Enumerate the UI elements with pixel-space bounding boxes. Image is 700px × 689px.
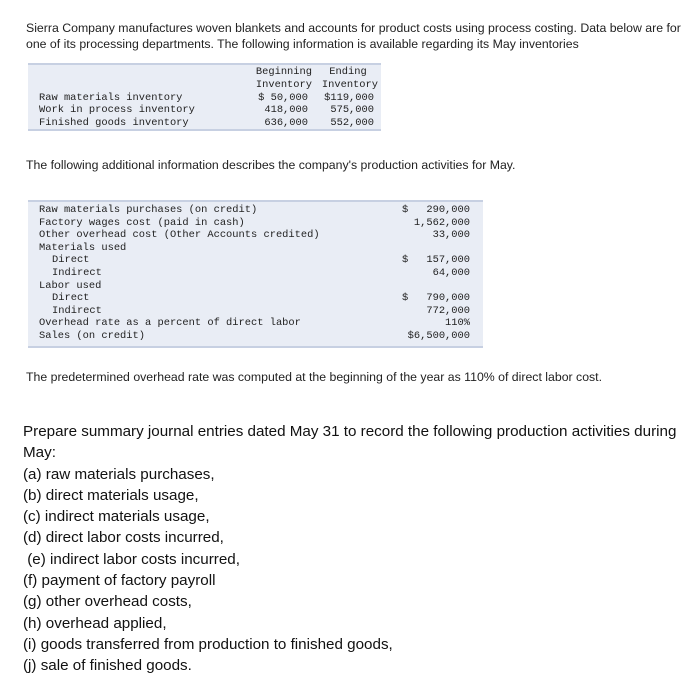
instruction-item: (d) direct labor costs incurred, bbox=[23, 529, 224, 547]
production-row-label: Indirect bbox=[52, 304, 102, 317]
inventory-row-label: Finished goods inventory bbox=[39, 116, 189, 129]
header-beginning-line2: Inventory bbox=[255, 78, 312, 91]
inventory-table bbox=[28, 63, 381, 131]
header-ending-line1: Ending bbox=[329, 66, 367, 78]
inventory-row-beginning: 636,000 bbox=[264, 116, 308, 129]
inventory-row-ending: 552,000 bbox=[330, 116, 374, 129]
production-row bbox=[28, 229, 483, 242]
instruction-item: (g) other overhead costs, bbox=[23, 593, 192, 611]
additional-info-paragraph: The following additional information describes the company's production activities for May. bbox=[26, 158, 516, 172]
production-row-value: 157,000 bbox=[426, 254, 470, 267]
instruction-item: (h) overhead applied, bbox=[23, 614, 167, 632]
production-row bbox=[28, 267, 483, 280]
production-row bbox=[28, 305, 483, 318]
instructions bbox=[23, 421, 683, 677]
instruction-item: (a) raw materials purchases, bbox=[23, 465, 215, 483]
instruction-item: (e) indirect labor costs incurred, bbox=[23, 550, 240, 568]
production-row bbox=[28, 242, 483, 255]
production-row bbox=[28, 317, 483, 330]
production-row-value: 64,000 bbox=[432, 267, 470, 279]
production-row-label: Direct bbox=[52, 254, 90, 267]
intro-paragraph: Sierra Company manufactures woven blankets and accounts for product costs using process costing. Data below are for one of its processing departments. The following information is available regarding its May inventories bbox=[26, 21, 681, 51]
overhead-rate-paragraph: The predetermined overhead rate was computed at the beginning of the year as 110% of direct labor cost. bbox=[26, 370, 603, 384]
production-row-label: Raw materials purchases (on credit) bbox=[39, 204, 258, 216]
inventory-row-ending: 575,000 bbox=[330, 104, 374, 117]
production-row bbox=[28, 330, 483, 343]
production-row-label: Overhead rate as a percent of direct labor bbox=[39, 317, 301, 330]
inventory-row-ending: $119,000 bbox=[324, 91, 374, 104]
production-row-label: Other overhead cost (Other Accounts credited) bbox=[39, 229, 320, 242]
production-row bbox=[28, 217, 483, 230]
production-row-value: $6,500,000 bbox=[407, 330, 470, 342]
production-row-label: Labor used bbox=[39, 279, 102, 292]
production-row bbox=[28, 254, 483, 267]
production-row-value: 290,000 bbox=[426, 204, 470, 216]
production-row-dollar-sign: $ bbox=[402, 204, 409, 216]
header-beginning-line1: Beginning bbox=[255, 66, 312, 78]
production-row-label: Materials used bbox=[39, 241, 127, 254]
inventory-row-beginning: 418,000 bbox=[264, 104, 308, 117]
production-row-value: 772,000 bbox=[426, 304, 470, 317]
production-row-dollar-sign: $ bbox=[402, 292, 409, 305]
inventory-row-label: Work in process inventory bbox=[39, 104, 195, 117]
inventory-row-label: Raw materials inventory bbox=[39, 91, 183, 104]
production-row bbox=[28, 292, 483, 305]
production-row bbox=[28, 204, 483, 217]
instruction-item: (i) goods transferred from production to finished goods, bbox=[23, 635, 393, 653]
instruction-item: (b) direct materials usage, bbox=[23, 486, 199, 504]
production-row bbox=[28, 280, 483, 293]
production-row-label: Direct bbox=[52, 292, 90, 305]
instruction-item: (j) sale of finished goods. bbox=[23, 657, 192, 675]
instructions-title: Prepare summary journal entries dated May 31 to record the following production activities during May: bbox=[23, 423, 677, 462]
production-row-label: Indirect bbox=[52, 267, 102, 279]
production-row-value: 790,000 bbox=[426, 292, 470, 305]
production-row-value: 33,000 bbox=[432, 229, 470, 242]
production-row-dollar-sign: $ bbox=[402, 254, 409, 267]
production-row-value: 110% bbox=[445, 317, 470, 330]
instruction-item: (c) indirect materials usage, bbox=[23, 508, 210, 526]
instruction-item: (f) payment of factory payroll bbox=[23, 572, 216, 590]
production-row-label: Factory wages cost (paid in cash) bbox=[39, 216, 245, 229]
header-ending-line2: Inventory bbox=[321, 78, 378, 91]
production-table bbox=[28, 200, 483, 348]
production-row-label: Sales (on credit) bbox=[39, 330, 146, 342]
inventory-row-beginning: $ 50,000 bbox=[258, 91, 308, 104]
production-row-value: 1,562,000 bbox=[413, 216, 470, 229]
